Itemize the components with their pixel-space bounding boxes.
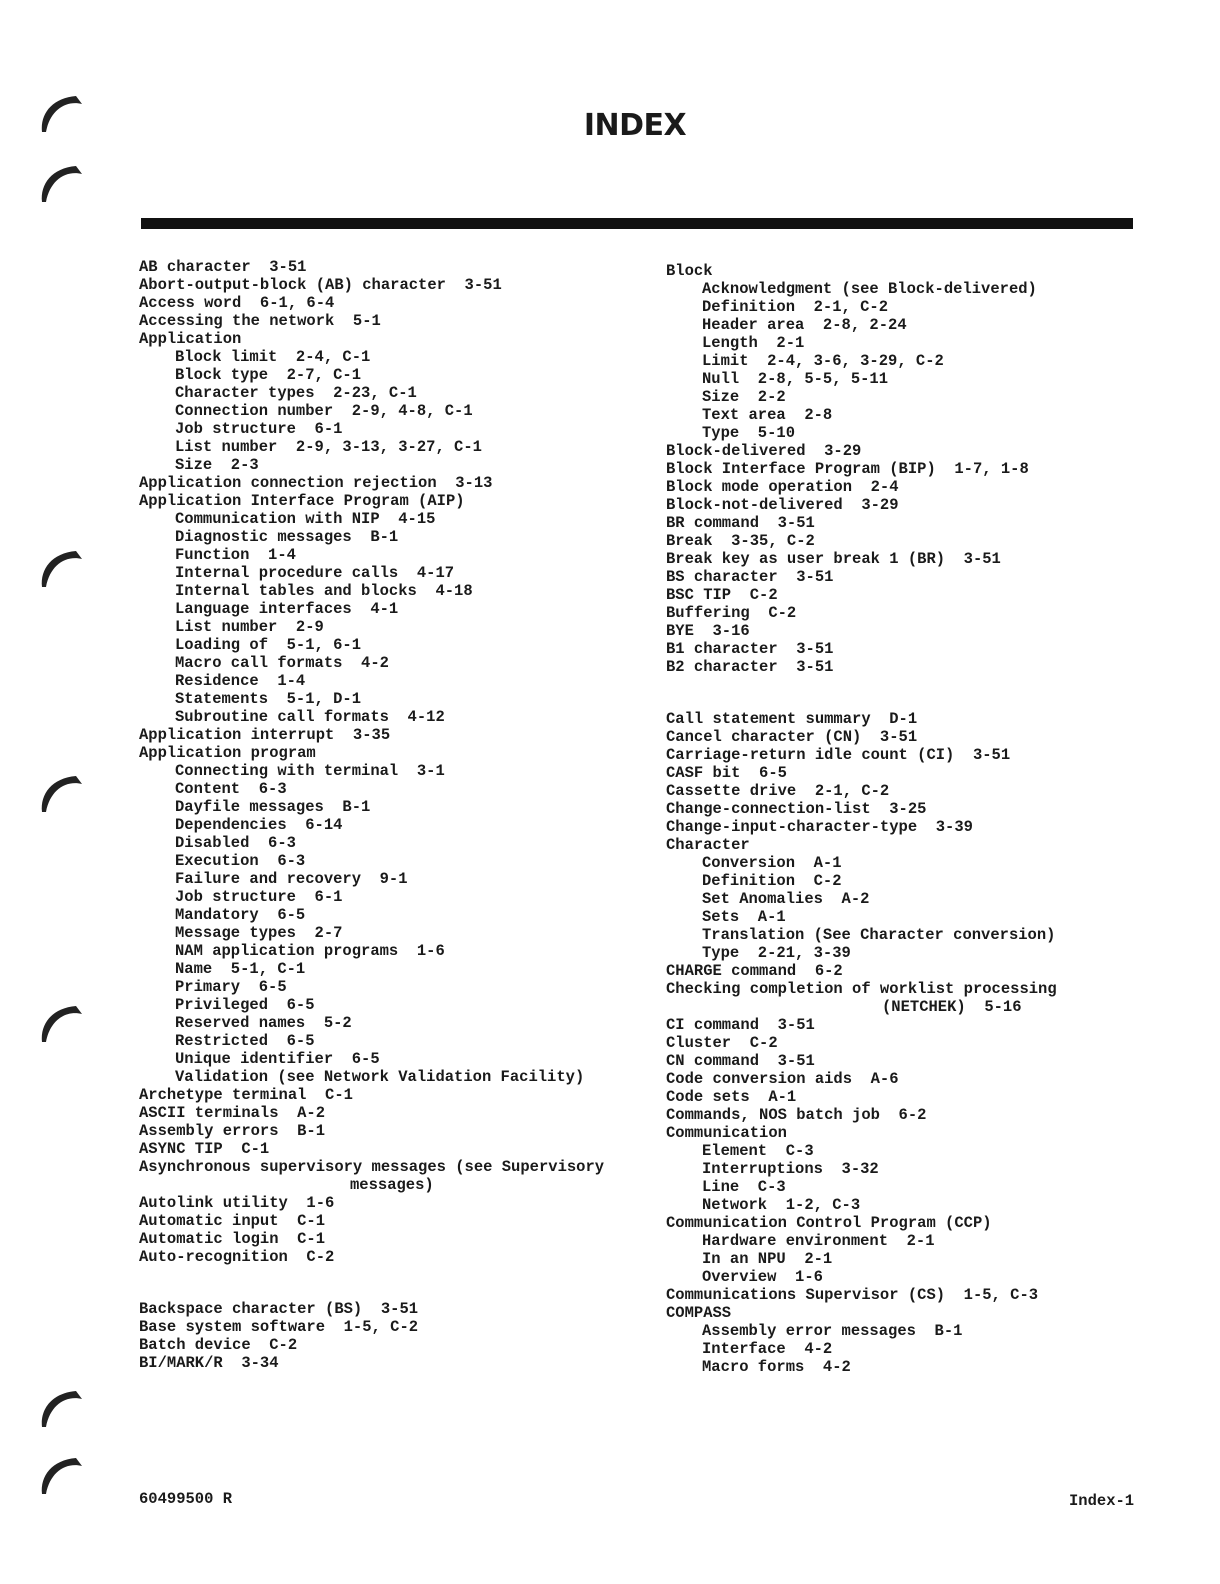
- punch-hole-mark: [36, 770, 88, 814]
- index-subentry: Loading of 5-1, 6-1: [175, 636, 362, 654]
- index-entry: COMPASS: [666, 1304, 732, 1322]
- index-entry: Block-not-delivered 3-29: [666, 496, 899, 514]
- index-entry: Autolink utility 1-6: [139, 1194, 335, 1212]
- index-entry: Access word 6-1, 6-4: [139, 294, 335, 312]
- index-subentry: Message types 2-7: [175, 924, 343, 942]
- index-column-right: [666, 262, 1057, 1376]
- index-entry: Code sets A-1: [666, 1088, 797, 1106]
- index-subentry: Connecting with terminal 3-1: [175, 762, 445, 780]
- index-subentry: Internal tables and blocks 4-18: [175, 582, 473, 600]
- index-subentry: Content 6-3: [175, 780, 287, 798]
- index-entry: Application Interface Program (AIP): [139, 492, 465, 510]
- index-subentry: Communication with NIP 4-15: [175, 510, 436, 528]
- index-entry-continuation: messages): [350, 1176, 434, 1194]
- index-subentry: Validation (see Network Validation Facility): [175, 1068, 585, 1086]
- index-subentry: Reserved names 5-2: [175, 1014, 352, 1032]
- index-subentry: List number 2-9: [175, 618, 324, 636]
- index-entry: Cluster C-2: [666, 1034, 778, 1052]
- index-entry: Commands, NOS batch job 6-2: [666, 1106, 927, 1124]
- index-subentry: Text area 2-8: [702, 406, 833, 424]
- index-subentry: Null 2-8, 5-5, 5-11: [702, 370, 889, 388]
- index-entry: CN command 3-51: [666, 1052, 815, 1070]
- index-entry: Block mode operation 2-4: [666, 478, 899, 496]
- index-entry: ASYNC TIP C-1: [139, 1140, 270, 1158]
- index-subentry: Restricted 6-5: [175, 1032, 315, 1050]
- index-entry: Application program: [139, 744, 316, 762]
- index-entry: Application connection rejection 3-13: [139, 474, 493, 492]
- index-entry: CI command 3-51: [666, 1016, 815, 1034]
- punch-hole-mark: [36, 1452, 88, 1496]
- index-subentry: Type 2-21, 3-39: [702, 944, 851, 962]
- index-subentry: Job structure 6-1: [175, 888, 343, 906]
- index-subentry: Size 2-3: [175, 456, 259, 474]
- index-entry: Carriage-return idle count (CI) 3-51: [666, 746, 1011, 764]
- index-entry: Character: [666, 836, 750, 854]
- index-entry: Communication: [666, 1124, 787, 1142]
- index-entry: AB character 3-51: [139, 258, 307, 276]
- section-gap: [139, 1266, 604, 1300]
- index-subentry: Limit 2-4, 3-6, 3-29, C-2: [702, 352, 944, 370]
- index-entry: Communications Supervisor (CS) 1-5, C-3: [666, 1286, 1039, 1304]
- index-entry: B2 character 3-51: [666, 658, 834, 676]
- index-entry: BR command 3-51: [666, 514, 815, 532]
- index-subentry: Privileged 6-5: [175, 996, 315, 1014]
- index-entry: Cassette drive 2-1, C-2: [666, 782, 890, 800]
- index-entry: Call statement summary D-1: [666, 710, 918, 728]
- index-entry: BS character 3-51: [666, 568, 834, 586]
- index-subentry: Header area 2-8, 2-24: [702, 316, 907, 334]
- index-subentry: Hardware environment 2-1: [702, 1232, 935, 1250]
- punch-hole-mark: [36, 1385, 88, 1429]
- index-entry: ASCII terminals A-2: [139, 1104, 326, 1122]
- page-title: INDEX: [583, 108, 687, 143]
- index-subentry: Failure and recovery 9-1: [175, 870, 408, 888]
- index-entry: Abort-output-block (AB) character 3-51: [139, 276, 502, 294]
- index-subentry: Diagnostic messages B-1: [175, 528, 399, 546]
- index-subentry: Sets A-1: [702, 908, 786, 926]
- index-subentry: Mandatory 6-5: [175, 906, 306, 924]
- index-entry: Auto-recognition C-2: [139, 1248, 335, 1266]
- index-entry: Base system software 1-5, C-2: [139, 1318, 419, 1336]
- index-subentry: Statements 5-1, D-1: [175, 690, 362, 708]
- index-entry: CHARGE command 6-2: [666, 962, 843, 980]
- index-entry: Break 3-35, C-2: [666, 532, 815, 550]
- index-subentry: Character types 2-23, C-1: [175, 384, 417, 402]
- index-entry: Application interrupt 3-35: [139, 726, 391, 744]
- index-subentry: Definition C-2: [702, 872, 842, 890]
- index-column-left: [139, 258, 604, 1372]
- index-subentry: Size 2-2: [702, 388, 786, 406]
- index-subentry: Dayfile messages B-1: [175, 798, 371, 816]
- index-entry: Checking completion of worklist processing: [666, 980, 1057, 998]
- index-subentry: Overview 1-6: [702, 1268, 823, 1286]
- index-subentry: Residence 1-4: [175, 672, 306, 690]
- index-subentry: Element C-3: [702, 1142, 814, 1160]
- index-entry: CASF bit 6-5: [666, 764, 787, 782]
- index-entry: Backspace character (BS) 3-51: [139, 1300, 419, 1318]
- index-subentry: Macro forms 4-2: [702, 1358, 851, 1376]
- index-entry: Asynchronous supervisory messages (see Supervisory: [139, 1158, 605, 1176]
- index-subentry: Connection number 2-9, 4-8, C-1: [175, 402, 473, 420]
- index-entry: Automatic login C-1: [139, 1230, 326, 1248]
- index-entry: BYE 3-16: [666, 622, 750, 640]
- index-entry: Code conversion aids A-6: [666, 1070, 899, 1088]
- punch-hole-mark: [36, 545, 88, 589]
- index-subentry: Primary 6-5: [175, 978, 287, 996]
- index-subentry: Job structure 6-1: [175, 420, 343, 438]
- index-subentry: List number 2-9, 3-13, 3-27, C-1: [175, 438, 482, 456]
- index-entry: Block Interface Program (BIP) 1-7, 1-8: [666, 460, 1029, 478]
- index-subentry: Block limit 2-4, C-1: [175, 348, 371, 366]
- punch-hole-mark: [36, 1000, 88, 1044]
- index-subentry: NAM application programs 1-6: [175, 942, 445, 960]
- index-entry: Application: [139, 330, 242, 348]
- index-entry: Change-input-character-type 3-39: [666, 818, 973, 836]
- index-subentry: Line C-3: [702, 1178, 786, 1196]
- index-entry: Break key as user break 1 (BR) 3-51: [666, 550, 1001, 568]
- index-subentry: Assembly error messages B-1: [702, 1322, 963, 1340]
- punch-hole-mark: [36, 160, 88, 204]
- index-subentry: Disabled 6-3: [175, 834, 296, 852]
- index-subentry: Conversion A-1: [702, 854, 842, 872]
- index-entry: BSC TIP C-2: [666, 586, 778, 604]
- index-subentry: Name 5-1, C-1: [175, 960, 306, 978]
- index-entry: BI/MARK/R 3-34: [139, 1354, 279, 1372]
- index-entry: Automatic input C-1: [139, 1212, 326, 1230]
- index-subentry: Network 1-2, C-3: [702, 1196, 861, 1214]
- index-entry: B1 character 3-51: [666, 640, 834, 658]
- index-subentry: Dependencies 6-14: [175, 816, 343, 834]
- index-subentry: Unique identifier 6-5: [175, 1050, 380, 1068]
- index-subentry: Macro call formats 4-2: [175, 654, 389, 672]
- index-entry: Buffering C-2: [666, 604, 797, 622]
- document-number: 60499500 R: [139, 1490, 233, 1508]
- index-subentry: Set Anomalies A-2: [702, 890, 870, 908]
- page-number: Index-1: [1069, 1492, 1135, 1510]
- index-subentry: Interruptions 3-32: [702, 1160, 879, 1178]
- index-subentry: Execution 6-3: [175, 852, 306, 870]
- index-entry: Cancel character (CN) 3-51: [666, 728, 918, 746]
- index-entry: Accessing the network 5-1: [139, 312, 381, 330]
- index-entry: Communication Control Program (CCP): [666, 1214, 992, 1232]
- index-subentry: Language interfaces 4-1: [175, 600, 399, 618]
- index-entry: Batch device C-2: [139, 1336, 298, 1354]
- index-entry-continuation: (NETCHEK) 5-16: [882, 998, 1022, 1016]
- index-entry: Block: [666, 262, 713, 280]
- index-entry: Block-delivered 3-29: [666, 442, 862, 460]
- index-subentry: Interface 4-2: [702, 1340, 833, 1358]
- index-subentry: Translation (See Character conversion): [702, 926, 1056, 944]
- index-subentry: Function 1-4: [175, 546, 296, 564]
- index-entry: Archetype terminal C-1: [139, 1086, 353, 1104]
- index-subentry: Acknowledgment (see Block-delivered): [702, 280, 1037, 298]
- index-subentry: In an NPU 2-1: [702, 1250, 833, 1268]
- index-subentry: Subroutine call formats 4-12: [175, 708, 445, 726]
- title-rule: [141, 218, 1133, 229]
- index-subentry: Definition 2-1, C-2: [702, 298, 889, 316]
- index-subentry: Length 2-1: [702, 334, 805, 352]
- index-subentry: Block type 2-7, C-1: [175, 366, 362, 384]
- index-subentry: Type 5-10: [702, 424, 796, 442]
- index-entry: Change-connection-list 3-25: [666, 800, 927, 818]
- section-gap: [666, 676, 1057, 710]
- index-subentry: Internal procedure calls 4-17: [175, 564, 455, 582]
- index-entry: Assembly errors B-1: [139, 1122, 326, 1140]
